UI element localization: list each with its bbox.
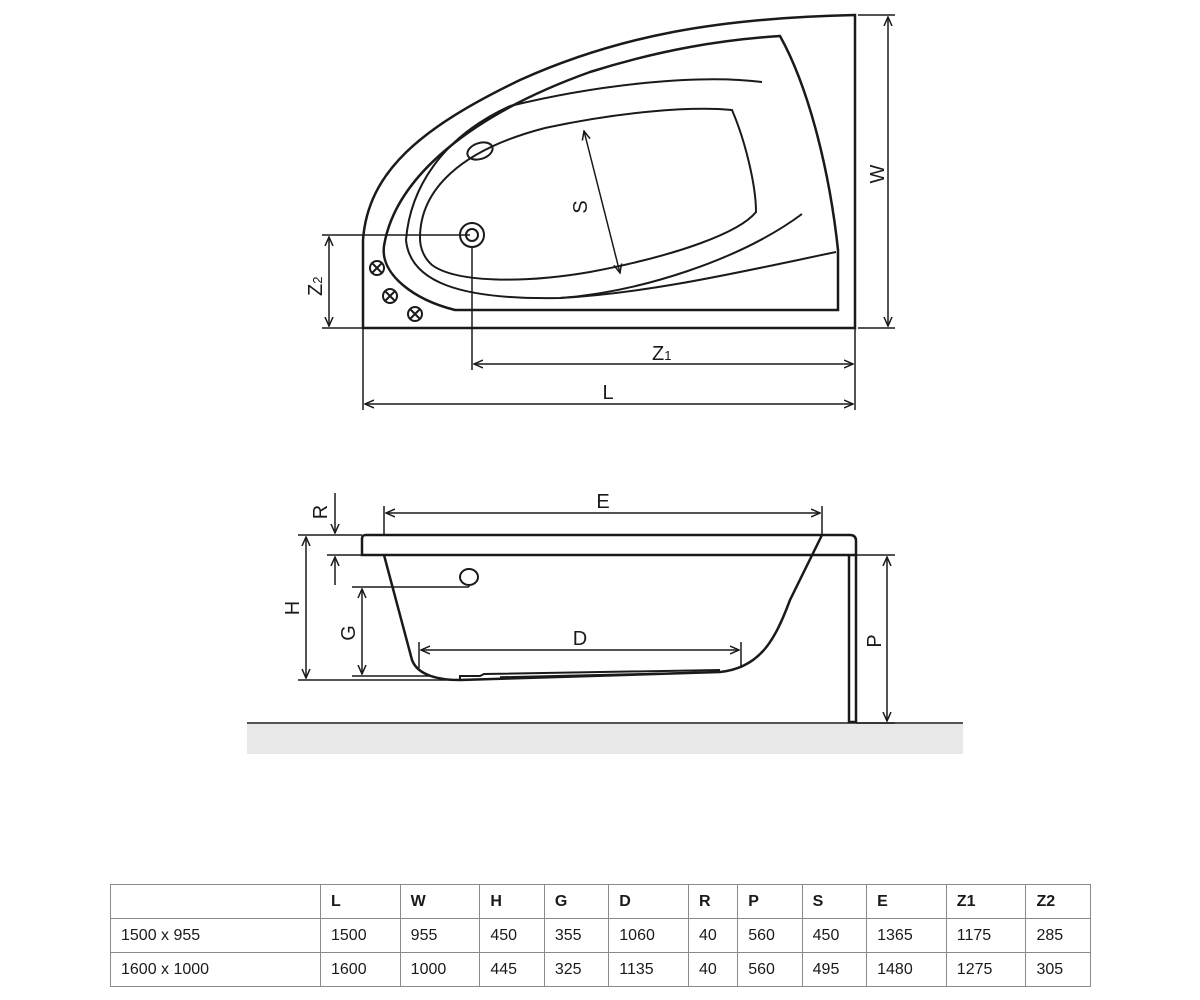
- table-cell: 1000: [400, 953, 480, 987]
- table-row: [111, 953, 1091, 987]
- side-view: [362, 535, 856, 722]
- top-view: [363, 15, 855, 328]
- table-row: [111, 919, 1091, 953]
- table-cell: 1175: [946, 919, 1026, 953]
- table-cell: 1600 x 1000: [111, 953, 321, 987]
- label-E: E: [596, 491, 610, 513]
- table-cell: 1135: [609, 953, 689, 987]
- table-header-cell: [111, 885, 321, 919]
- table-cell: 1060: [609, 919, 689, 953]
- table-header-cell: P: [738, 885, 802, 919]
- side-view-dimensions: [298, 493, 895, 723]
- table-cell: 495: [802, 953, 866, 987]
- top-view-dimensions: [322, 15, 895, 410]
- table-cell: 1500 x 955: [111, 919, 321, 953]
- table-header-cell: Z1: [946, 885, 1026, 919]
- table-cell: 450: [480, 919, 544, 953]
- table-cell: 1480: [867, 953, 947, 987]
- table-cell: 355: [544, 919, 608, 953]
- label-D: D: [572, 628, 588, 650]
- label-R: R: [310, 504, 332, 520]
- label-P: P: [864, 634, 886, 648]
- table-header-cell: H: [480, 885, 544, 919]
- table-cell: 40: [688, 919, 737, 953]
- table-cell: 285: [1026, 919, 1091, 953]
- table-cell: 1500: [321, 919, 401, 953]
- table-cell: 1365: [867, 919, 947, 953]
- top-basin-upper-line: [510, 79, 762, 106]
- label-G: G: [338, 625, 360, 641]
- table-header-cell: R: [688, 885, 737, 919]
- label-S: S: [570, 200, 592, 214]
- table-cell: 305: [1026, 953, 1091, 987]
- table-header-cell: G: [544, 885, 608, 919]
- table-header-row: [111, 885, 1091, 919]
- label-L: L: [602, 382, 614, 404]
- label-Z2: Z2: [305, 276, 327, 296]
- table-header-cell: Z2: [1026, 885, 1091, 919]
- side-overflow: [460, 569, 478, 585]
- side-rim: [362, 535, 856, 555]
- dimensions-table: [110, 884, 1091, 987]
- table-header-cell: L: [321, 885, 401, 919]
- table-cell: 955: [400, 919, 480, 953]
- label-H: H: [282, 600, 304, 616]
- table-cell: 450: [802, 919, 866, 953]
- table-header-cell: E: [867, 885, 947, 919]
- label-Z1: Z1: [652, 343, 672, 365]
- label-W: W: [867, 164, 889, 184]
- top-basin-sweep: [560, 214, 802, 298]
- table-cell: 445: [480, 953, 544, 987]
- table-cell: 325: [544, 953, 608, 987]
- table-cell: 560: [738, 919, 802, 953]
- tap-holes: [370, 261, 422, 321]
- table-cell: 1600: [321, 953, 401, 987]
- table-cell: 1275: [946, 953, 1026, 987]
- table-header-cell: S: [802, 885, 866, 919]
- table-header-cell: D: [609, 885, 689, 919]
- table-cell: 40: [688, 953, 737, 987]
- floor: [247, 724, 963, 754]
- side-panel: [849, 555, 856, 722]
- side-body: [384, 535, 822, 680]
- table-cell: 560: [738, 953, 802, 987]
- top-inner-basin: [420, 109, 756, 280]
- table-header-cell: W: [400, 885, 480, 919]
